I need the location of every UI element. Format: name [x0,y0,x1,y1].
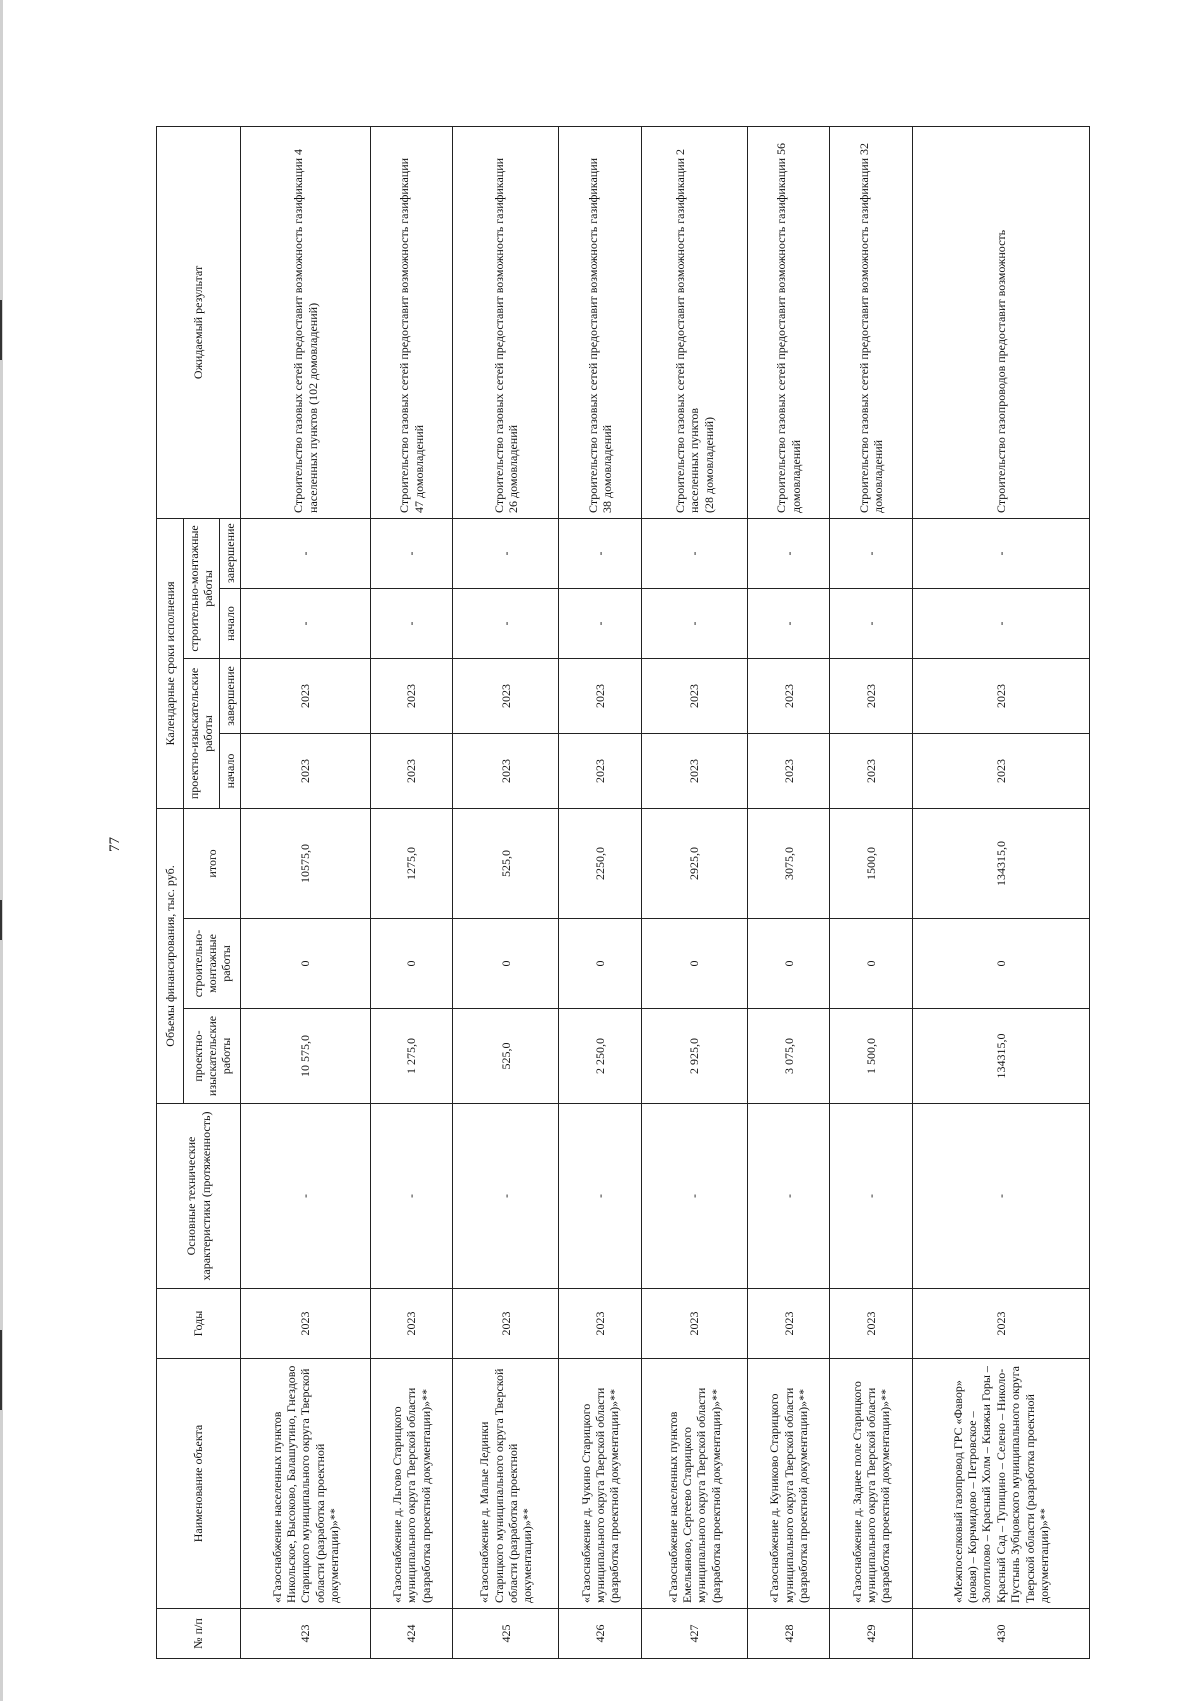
object-name: «Газоснабжение д. Заднее поле Старицкого муниципального округа Тверской области (разработка проектной документации)»** [830,1359,912,1609]
construction-cost: 0 [453,919,559,1009]
construction-start: - [453,588,559,658]
construction-start: - [912,588,1089,658]
object-name: «Газоснабжение д. Малые Лединки Старицкого муниципального округа Тверской области (разработка проектной документации)»** [453,1359,559,1609]
table-row [748,126,830,1658]
construction-cost: 0 [241,919,371,1009]
row-year: 2023 [641,1289,747,1359]
construction-start: - [370,588,452,658]
expected-result: Строительство газовых сетей предоставит возможность газификации 32 домовладений [830,126,912,518]
page-edge [0,0,3,1701]
design-cost: 525,0 [453,1009,559,1104]
tech-characteristics: - [641,1104,747,1289]
scan-mark [0,1330,2,1410]
construction-end: - [830,518,912,588]
construction-cost: 0 [912,919,1089,1009]
row-year: 2023 [748,1289,830,1359]
total-cost: 525,0 [453,808,559,918]
header-financing: Объемы финансирования, тыс. руб. [157,808,184,1103]
design-cost: 10 575,0 [241,1009,371,1104]
expected-result: Строительство газовых сетей предоставит возможность газификации 2 населенных пунктов (28 домовладений) [641,126,747,518]
design-start: 2023 [241,733,371,808]
row-num: 427 [641,1609,747,1659]
tech-characteristics: - [241,1104,371,1289]
header-construction-works: строительно-монтажные работы [184,518,220,658]
design-cost: 3 075,0 [748,1009,830,1104]
header-tech: Основные технические характеристики (протяженность) [157,1104,241,1289]
design-start: 2023 [370,733,452,808]
construction-start: - [241,588,371,658]
design-start: 2023 [748,733,830,808]
header-years: Годы [157,1289,241,1359]
construction-end: - [912,518,1089,588]
design-start: 2023 [453,733,559,808]
gasification-table [156,126,1090,1659]
construction-end: - [748,518,830,588]
header-fin-design: проектно-изыскательские работы [184,1009,241,1104]
table-row [241,126,371,1658]
construction-cost: 0 [641,919,747,1009]
design-cost: 2 250,0 [559,1009,641,1104]
tech-characteristics: - [453,1104,559,1289]
construction-start: - [559,588,641,658]
tech-characteristics: - [912,1104,1089,1289]
table-row [912,126,1089,1658]
row-num: 426 [559,1609,641,1659]
construction-end: - [241,518,371,588]
construction-cost: 0 [748,919,830,1009]
header-design-end: завершение [219,658,240,733]
tech-characteristics: - [370,1104,452,1289]
design-end: 2023 [641,658,747,733]
row-num: 423 [241,1609,371,1659]
row-num: 429 [830,1609,912,1659]
table-row [370,126,452,1658]
row-num: 424 [370,1609,452,1659]
design-start: 2023 [641,733,747,808]
row-year: 2023 [830,1289,912,1359]
total-cost: 2925,0 [641,808,747,918]
construction-start: - [748,588,830,658]
row-year: 2023 [453,1289,559,1359]
design-start: 2023 [559,733,641,808]
total-cost: 10575,0 [241,808,371,918]
scan-mark [0,900,2,940]
header-construction-end: завершение [219,518,240,588]
row-num: 428 [748,1609,830,1659]
object-name: «Газоснабжение д. Льгово Старицкого муниципального округа Тверской области (разработка проектной документации)»** [370,1359,452,1609]
total-cost: 1500,0 [830,808,912,918]
total-cost: 134315,0 [912,808,1089,918]
construction-start: - [830,588,912,658]
design-cost: 1 275,0 [370,1009,452,1104]
total-cost: 1275,0 [370,808,452,918]
design-end: 2023 [830,658,912,733]
row-num: 430 [912,1609,1089,1659]
total-cost: 3075,0 [748,808,830,918]
design-cost: 2 925,0 [641,1009,747,1104]
header-fin-total: итого [184,808,241,918]
header-num: № п/п [157,1609,241,1659]
tech-characteristics: - [830,1104,912,1289]
object-name: «Межпоселковый газопровод ГРС «Фавор» (новая) – Корчмидово – Петровское – Золотилово – Красный Холм – Княжьи Горы – Красный Сад – Тупицино – Селено – Николо-Пустынь Зубцовского муниципального округа Тверской области (разработка проектной документации)»** [912,1359,1089,1609]
header-construction-start: начало [219,588,240,658]
header-result: Ожидаемый результат [157,126,241,518]
header-schedule: Календарные сроки исполнения [157,518,184,808]
tech-characteristics: - [748,1104,830,1289]
expected-result: Строительство газовых сетей предоставит возможность газификации 26 домовладений [453,126,559,518]
object-name: «Газоснабжение д. Куниково Старицкого муниципального округа Тверской области (разработка проектной документации)»** [748,1359,830,1609]
design-end: 2023 [559,658,641,733]
row-year: 2023 [241,1289,371,1359]
construction-end: - [641,518,747,588]
construction-end: - [453,518,559,588]
object-name: «Газоснабжение д. Чукино Старицкого муниципального округа Тверской области (разработка проектной документации)»** [559,1359,641,1609]
expected-result: Строительство газовых сетей предоставит возможность газификации 56 домовладений [748,126,830,518]
header-fin-construction: строительно-монтажные работы [184,919,241,1009]
page-number: 77 [107,837,123,852]
row-num: 425 [453,1609,559,1659]
design-start: 2023 [830,733,912,808]
construction-cost: 0 [370,919,452,1009]
table-row [559,126,641,1658]
table-row [453,126,559,1658]
header-name: Наименование объекта [157,1359,241,1609]
table-row [641,126,747,1658]
row-year: 2023 [912,1289,1089,1359]
design-cost: 1 500,0 [830,1009,912,1104]
scan-mark [0,300,2,360]
design-end: 2023 [748,658,830,733]
design-cost: 134315,0 [912,1009,1089,1104]
construction-start: - [641,588,747,658]
design-end: 2023 [453,658,559,733]
expected-result: Строительство газовых сетей предоставит возможность газификации 4 населенных пунктов (102 домовладений) [241,126,371,518]
rotated-table-area [156,127,1090,1659]
expected-result: Строительство газопроводов предоставит возможность [912,126,1089,518]
row-year: 2023 [559,1289,641,1359]
object-name: «Газоснабжение населенных пунктов Никольское, Высоково, Балашутино, Гнездово Старицкого муниципального округа Тверской области (разработка проектной документации)»** [241,1359,371,1609]
row-year: 2023 [370,1289,452,1359]
construction-cost: 0 [830,919,912,1009]
header-design-works: проектно-изыскательские работы [184,658,220,808]
construction-end: - [370,518,452,588]
design-end: 2023 [370,658,452,733]
design-end: 2023 [241,658,371,733]
table-row [830,126,912,1658]
header-design-start: начало [219,733,240,808]
construction-cost: 0 [559,919,641,1009]
object-name: «Газоснабжение населенных пунктов Емельяново, Сергеево Старицкого муниципального округа Тверской области (разработка проектной документации)»** [641,1359,747,1609]
total-cost: 2250,0 [559,808,641,918]
design-start: 2023 [912,733,1089,808]
design-end: 2023 [912,658,1089,733]
construction-end: - [559,518,641,588]
tech-characteristics: - [559,1104,641,1289]
expected-result: Строительство газовых сетей предоставит возможность газификации 47 домовладений [370,126,452,518]
expected-result: Строительство газовых сетей предоставит возможность газификации 38 домовладений [559,126,641,518]
